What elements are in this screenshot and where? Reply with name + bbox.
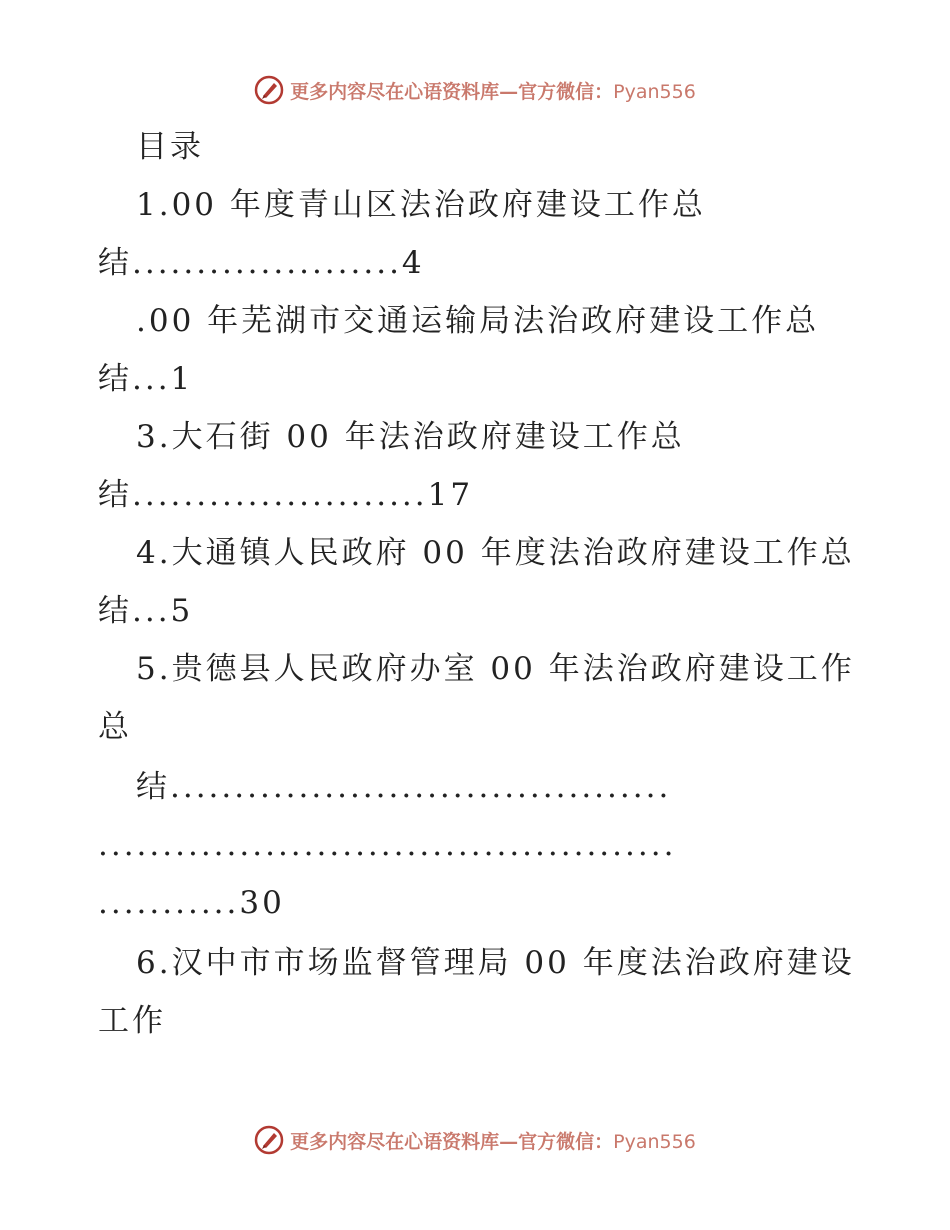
toc-line: ...........30 [98,885,285,921]
toc-line: 总 [98,709,132,745]
toc-line: 结.......................17 [98,477,474,513]
toc-line: 结...1 [98,361,194,397]
watermark-wechat-id: Pyan556 [613,1130,696,1153]
pen-logo-icon [254,1125,284,1155]
toc-line: 结...5 [98,593,194,629]
watermark-text: 更多内容尽在心语资料库—官方微信： [290,1130,614,1153]
toc-line: 6.汉中市市场监督管理局 00 年度法治政府建设 [136,945,855,981]
toc-line: 结.....................4 [98,245,425,281]
toc-line: 1.00 年度青山区法治政府建设工作总 [136,187,706,223]
watermark-header [0,70,950,110]
toc-title: 目录 [136,129,204,165]
pen-logo-icon [254,75,284,105]
toc-line: ............................................. [98,827,677,863]
toc-line: .00 年芜湖市交通运输局法治政府建设工作总 [136,303,820,339]
toc-line: 工作 [98,1003,166,1039]
watermark-text: 更多内容尽在心语资料库—官方微信： [290,80,614,103]
toc-line: 5.贵德县人民政府办室 00 年法治政府建设工作 [136,651,855,687]
toc-line: 4.大通镇人民政府 00 年度法治政府建设工作总 [136,535,855,571]
toc-line: 3.大石街 00 年法治政府建设工作总 [136,419,685,455]
watermark-wechat-id: Pyan556 [613,80,696,103]
watermark-footer [0,1120,950,1160]
toc-line: 结....................................... [136,769,672,805]
